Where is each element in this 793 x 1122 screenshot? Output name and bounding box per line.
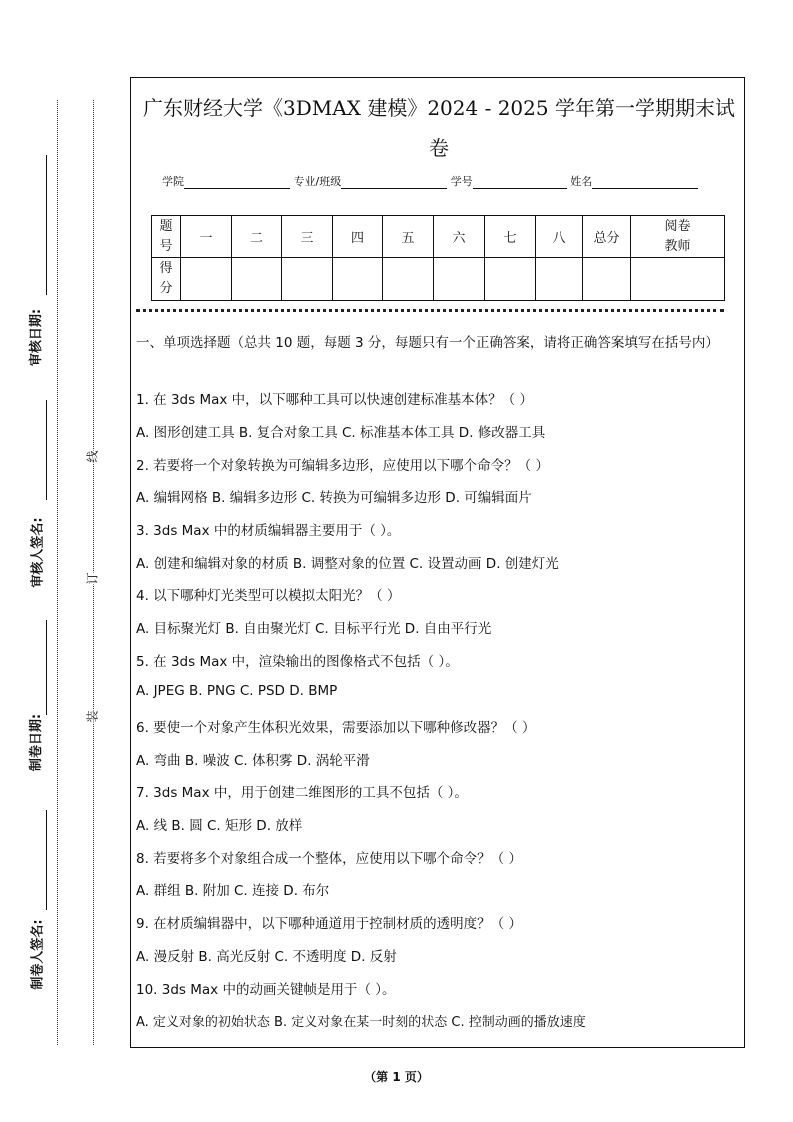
maker-signature-blank: [46, 810, 48, 910]
score-col-2: 二: [232, 216, 282, 258]
section-1-instruction: 一、单项选择题（总共 10 题，每题 3 分，每题只有一个正确答案，请将正确答案填写在括号内）: [136, 335, 719, 351]
auditor-signature-blank: [46, 400, 48, 500]
score-cell-2[interactable]: [232, 258, 282, 301]
field-college-input[interactable]: [184, 176, 290, 189]
question-10: 10. 3ds Max 中的动画关键帧是用于（ ）。: [136, 982, 396, 998]
question-4-options: A. 目标聚光灯 B. 自由聚光灯 C. 目标平行光 D. 自由平行光: [136, 621, 492, 637]
field-major-input[interactable]: [341, 176, 447, 189]
binding-mark-line: 线: [85, 450, 100, 463]
question-7-options: A. 线 B. 圆 C. 矩形 D. 放样: [136, 818, 303, 834]
question-2-options: A. 编辑网格 B. 编辑多边形 C. 转换为可编辑多边形 D. 可编辑面片: [136, 490, 532, 506]
score-cell-7[interactable]: [485, 258, 536, 301]
score-col-5: 五: [383, 216, 434, 258]
question-8: 8. 若要将多个对象组合成一个整体，应使用以下哪个命令？（ ）: [136, 851, 522, 867]
score-col-3: 三: [282, 216, 333, 258]
score-col-7: 七: [485, 216, 536, 258]
question-3: 3. 3ds Max 中的材质编辑器主要用于（ ）。: [136, 523, 401, 539]
field-name-label: 姓名: [570, 175, 593, 188]
make-date-label: 制卷日期:: [25, 712, 44, 773]
score-cell-1[interactable]: [181, 258, 232, 301]
question-1: 1. 在 3ds Max 中，以下哪种工具可以快速创建标准基本体？（ ）: [136, 392, 533, 408]
question-9: 9. 在材质编辑器中，以下哪种通道用于控制材质的透明度？（ ）: [136, 916, 522, 932]
field-college-label: 学院: [162, 175, 184, 188]
score-cell-4[interactable]: [333, 258, 383, 301]
score-col-6: 六: [434, 216, 485, 258]
title-line-2: 卷: [429, 136, 449, 160]
score-table-row-label: 得 分: [152, 258, 181, 301]
field-major-label: 专业/班级: [293, 175, 342, 188]
binding-mark-bind: 装: [85, 710, 100, 723]
field-name-input[interactable]: [592, 176, 698, 189]
score-col-1: 一: [181, 216, 232, 258]
score-table-header-label: 题 号: [152, 216, 181, 258]
question-6-options: A. 弯曲 B. 噪波 C. 体积雾 D. 涡轮平滑: [136, 753, 370, 769]
score-cell-total[interactable]: [583, 258, 631, 301]
page-number: （第 1 页）: [364, 1070, 429, 1084]
score-cell-6[interactable]: [434, 258, 485, 301]
maker-signature-label: 制卷人签名:: [27, 917, 46, 991]
score-col-4: 四: [333, 216, 383, 258]
question-2: 2. 若要将一个对象转换为可编辑多边形，应使用以下哪个命令？（ ）: [136, 458, 549, 474]
question-6: 6. 要使一个对象产生体积光效果，需要添加以下哪种修改器？（ ）: [136, 720, 536, 736]
make-date-blank: [46, 620, 48, 715]
question-4: 4. 以下哪种灯光类型可以模拟太阳光？（ ）: [136, 588, 401, 604]
question-1-options: A. 图形创建工具 B. 复合对象工具 C. 标准基本体工具 D. 修改器工具: [136, 425, 546, 441]
score-col-reviewer: 阅卷 教师: [631, 216, 725, 258]
question-3-options: A. 创建和编辑对象的材质 B. 调整对象的位置 C. 设置动画 D. 创建灯光: [136, 556, 559, 572]
field-id-input[interactable]: [473, 176, 567, 189]
score-col-total: 总分: [583, 216, 631, 258]
score-cell-8[interactable]: [536, 258, 583, 301]
question-7: 7. 3ds Max 中，用于创建二维图形的工具不包括（ ）。: [136, 785, 468, 801]
score-col-8: 八: [536, 216, 583, 258]
question-5: 5. 在 3ds Max 中，渲染输出的图像格式不包括（ ）。: [136, 654, 459, 670]
field-id-label: 学号: [450, 175, 473, 188]
audit-date-blank: [46, 155, 48, 295]
score-cell-reviewer[interactable]: [631, 258, 725, 301]
binding-mark-staple: 订: [85, 572, 100, 585]
score-cell-5[interactable]: [383, 258, 434, 301]
score-table: [151, 215, 725, 301]
question-5-options: A. JPEG B. PNG C. PSD D. BMP: [136, 683, 338, 699]
auditor-signature-label: 审核人签名:: [27, 515, 46, 589]
question-10-options: A. 定义对象的初始状态 B. 定义对象在某一时刻的状态 C. 控制动画的播放速度: [136, 1015, 586, 1030]
title-line-1: 广东财经大学《3DMAX 建模》2024 - 2025 学年第一学期期末试: [143, 96, 735, 120]
section-separator: [136, 309, 724, 312]
score-cell-3[interactable]: [282, 258, 333, 301]
audit-date-label: 审核日期:: [25, 307, 44, 368]
exam-title: [134, 88, 744, 168]
binding-dotted-line-outer: [57, 100, 58, 1045]
student-info-row: [162, 173, 698, 189]
question-9-options: A. 漫反射 B. 高光反射 C. 不透明度 D. 反射: [136, 949, 397, 965]
question-8-options: A. 群组 B. 附加 C. 连接 D. 布尔: [136, 883, 330, 899]
